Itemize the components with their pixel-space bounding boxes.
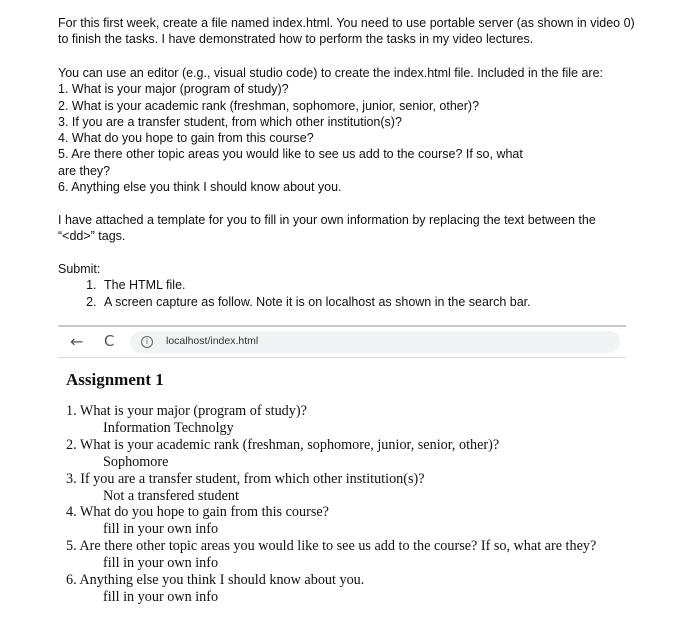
- intro-line: For this first week, create a file named index.html. You need to use portable server (as shown in video 0): [58, 16, 635, 30]
- page-title: Assignment 1: [66, 370, 164, 389]
- submit-item: 2. A screen capture as follow. Note it is on localhost as shown in the search bar.: [100, 294, 678, 310]
- example-screen-capture: [58, 325, 626, 625]
- question: 5. Are there other topic areas you would like to see us add to the course? If so, what are they?: [66, 538, 597, 555]
- info-icon[interactable]: i: [141, 336, 153, 348]
- question-line: 6. Anything else you think I should know about you.: [58, 180, 342, 195]
- back-arrow-icon[interactable]: ←: [70, 332, 84, 351]
- submit-label: Submit:: [58, 262, 101, 276]
- answer: Not a transfered student: [103, 487, 239, 504]
- answer: fill in your own info: [103, 588, 219, 605]
- question-line: 2. What is your academic rank (freshman, sophomore, junior, senior, other)?: [58, 98, 480, 113]
- rendered-page: [66, 369, 626, 606]
- question-line: 3. If you are a transfer student, from which other institution(s)?: [58, 114, 402, 129]
- url-text[interactable]: localhost/index.html: [166, 335, 259, 347]
- template-line: I have attached a template for you to fill in your own information by replacing the text between the: [58, 213, 596, 227]
- question: 6. Anything else you think I should know about you.: [66, 572, 365, 589]
- answer: Sophomore: [103, 453, 169, 470]
- reload-icon[interactable]: C: [104, 332, 115, 350]
- address-bar[interactable]: [130, 331, 620, 353]
- submit-section: [58, 261, 678, 310]
- submit-item: 1. The HTML file.: [100, 277, 678, 293]
- template-line: “<dd>” tags.: [58, 229, 126, 244]
- question: 4. What do you hope to gain from this course?: [66, 504, 329, 521]
- question: 3. If you are a transfer student, from which other institution(s)?: [66, 470, 425, 487]
- question-line: are they?: [58, 163, 111, 178]
- answer: Information Technolgy: [103, 419, 234, 436]
- intro-line: to finish the tasks. I have demonstrated how to perform the tasks in my video lectures.: [58, 32, 534, 47]
- question-answer-list: [66, 403, 626, 606]
- question: 1. What is your major (program of study)?: [66, 403, 307, 419]
- answer: fill in your own info: [103, 521, 219, 538]
- template-paragraph: [58, 212, 678, 245]
- intro-paragraph: [58, 15, 678, 48]
- browser-toolbar: [58, 325, 626, 358]
- question-line: 1. What is your major (program of study)?: [58, 82, 289, 97]
- editor-paragraph: [58, 65, 678, 195]
- question-line: 4. What do you hope to gain from this course?: [58, 131, 314, 146]
- answer: fill in your own info: [103, 555, 219, 572]
- question: 2. What is your academic rank (freshman, sophomore, junior, senior, other)?: [66, 436, 500, 453]
- editor-line: You can use an editor (e.g., visual studio code) to create the index.html file. Included in the file are:: [58, 66, 604, 80]
- submit-list: [58, 277, 678, 310]
- question-line: 5. Are there other topic areas you would like to see us add to the course? If so, what: [58, 147, 523, 162]
